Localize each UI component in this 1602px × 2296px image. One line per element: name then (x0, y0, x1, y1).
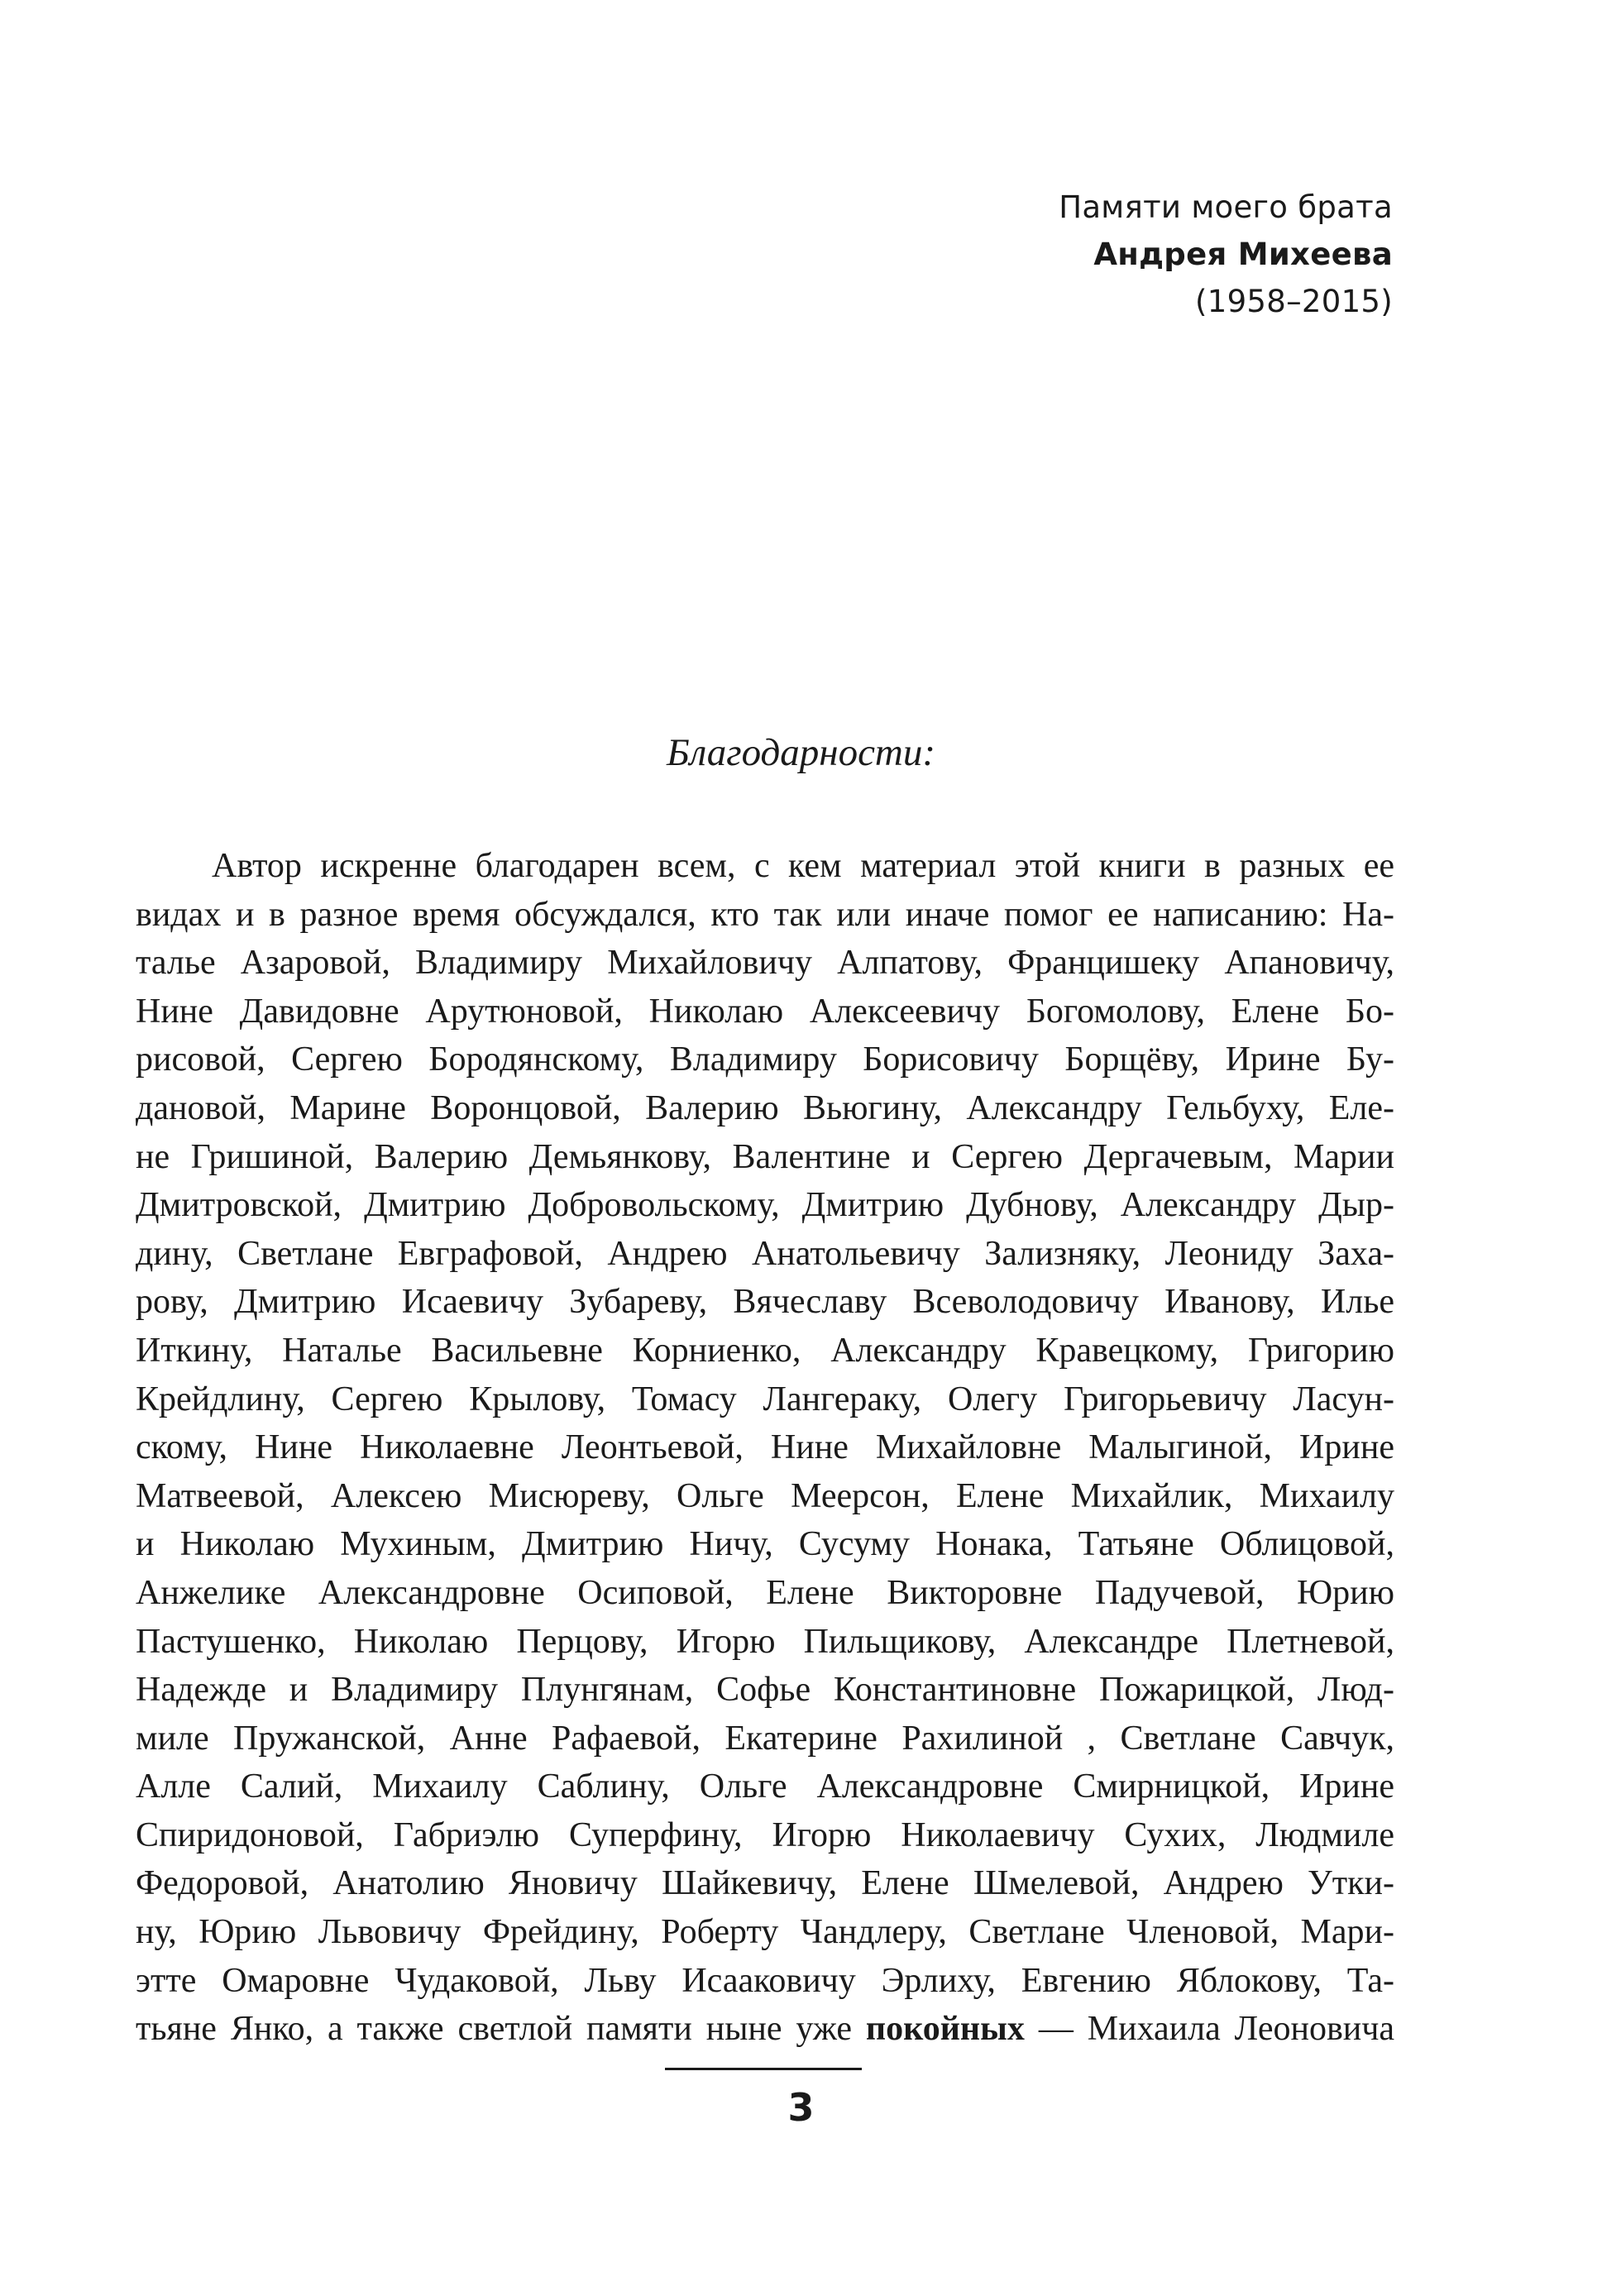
dedication-years: (1958–2015) (1195, 284, 1393, 319)
acknowledgements-title: Благодарности: (666, 731, 936, 774)
body-line: Надежде и Владимиру Плунгянам, Софье Константиновне Пожарицкой, Люд- (136, 1671, 1394, 1710)
body-line: и Николаю Мухиным, Дмитрию Ничу, Сусуму Нонака, Татьяне Облицовой, (136, 1525, 1394, 1564)
body-line: этте Омаровне Чудаковой, Льву Исааковичу Эрлиху, Евгению Яблокову, Та- (136, 1961, 1394, 2000)
body-line: Пастушенко, Николаю Перцову, Игорю Пильщикову, Александре Плетневой, (136, 1622, 1394, 1661)
footer-rule (665, 2068, 862, 2070)
body-line: Алле Салий, Михаилу Саблину, Ольге Александровне Смирницкой, Ирине (136, 1767, 1394, 1806)
body-line: дановой, Марине Воронцовой, Валерию Вьюгину, Александру Гельбуху, Еле- (136, 1088, 1394, 1127)
body-line: миле Пружанской, Анне Рафаевой, Екатерине Рахилиной , Светлане Савчук, (136, 1719, 1394, 1758)
body-line: Иткину, Наталье Васильевне Корниенко, Александру Кравецкому, Григорию (136, 1331, 1394, 1370)
body-line: видах и в разное время обсуждался, кто так или иначе помог ее написанию: На- (136, 895, 1394, 934)
body-line: Анжелике Александровне Осиповой, Елене Викторовне Падучевой, Юрию (136, 1573, 1394, 1612)
body-line: талье Азаровой, Владимиру Михайловичу Алпатову, Францишеку Апановичу, (136, 944, 1394, 983)
acknowledgements-body (136, 842, 1394, 2054)
last-line-end: — Михаила Леоновича (1038, 2010, 1394, 2049)
body-line: рову, Дмитрию Исаевичу Зубареву, Вячеславу Всеволодовичу Иванову, Илье (136, 1283, 1394, 1322)
body-line: скому, Нине Николаевне Леонтьевой, Нине Михайловне Малыгиной, Ирине (136, 1428, 1394, 1467)
page-number: 3 (787, 2085, 815, 2130)
body-line-last (136, 2005, 1394, 2054)
body-line: Нине Давидовне Арутюновой, Николаю Алексеевичу Богомолову, Елене Бо- (136, 992, 1394, 1031)
emphasized-word: покойных (865, 2010, 1025, 2049)
body-line: не Гришиной, Валерию Демьянкову, Валентине и Сергею Дергачевым, Марии (136, 1137, 1394, 1176)
body-line: Матвеевой, Алексею Мисюреву, Ольге Меерсон, Елене Михайлик, Михаилу (136, 1476, 1394, 1515)
body-line: рисовой, Сергею Бородянскому, Владимиру Борисовичу Борщёву, Ирине Бу- (136, 1040, 1394, 1079)
body-line: Спиридоновой, Габриэлю Суперфину, Игорю Николаевичу Сухих, Людмиле (136, 1815, 1394, 1854)
dedication (1059, 184, 1393, 325)
body-line: Дмитровской, Дмитрию Добровольскому, Дмитрию Дубнову, Александру Дыр- (136, 1186, 1394, 1225)
dedication-line: Памяти моего брата (1059, 189, 1393, 225)
body-line: Крейдлину, Сергею Крылову, Томасу Лангераку, Олегу Григорьевичу Ласун- (136, 1380, 1394, 1418)
body-line: ну, Юрию Львовичу Фрейдину, Роберту Чандлеру, Светлане Членовой, Мари- (136, 1913, 1394, 1952)
body-line: Федоровой, Анатолию Яновичу Шайкевичу, Елене Шмелевой, Андрею Утки- (136, 1864, 1394, 1903)
body-line: дину, Светлане Евграфовой, Андрею Анатольевичу Зализняку, Леониду Заха- (136, 1234, 1394, 1273)
last-line-start: тьяне Янко, а также светлой памяти ныне уже (136, 2010, 852, 2049)
body-line: Автор искренне благодарен всем, с кем материал этой книги в разных ее (212, 847, 1394, 885)
dedication-name: Андрея Михеева (1093, 237, 1393, 272)
